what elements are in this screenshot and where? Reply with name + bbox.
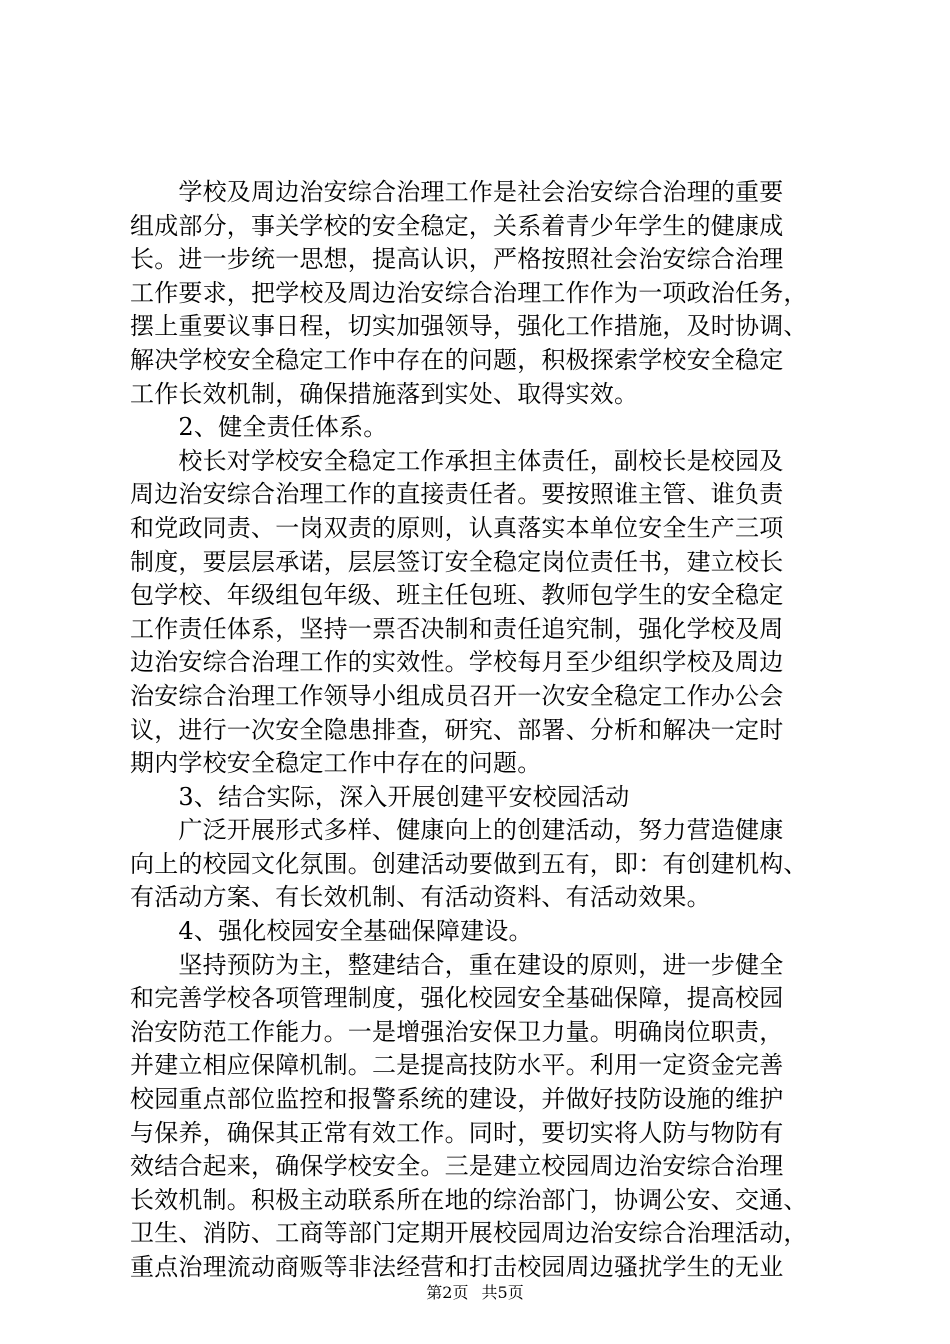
text-line: 摆上重要议事日程，切实加强领导，强化工作措施，及时协调、 (130, 312, 808, 341)
text-line: 有活动方案、有长效机制、有活动资料、有活动效果。 (130, 883, 711, 912)
text-line: 校长对学校安全稳定工作承担主体责任，副校长是校园及 (130, 446, 784, 475)
text-line: 重点治理流动商贩等非法经营和打击校园周边骚扰学生的无业 (130, 1253, 784, 1281)
text-line: 长。进一步统一思想，提高认识，严格按照社会治安综合治理 (130, 245, 784, 274)
text-line: 广泛开展形式多样、健康向上的创建活动，努力营造健康 (130, 816, 784, 845)
text-line: 期内学校安全稳定工作中存在的问题。 (130, 749, 542, 778)
text-line: 组成部分，事关学校的安全稳定，关系着青少年学生的健康成 (130, 211, 784, 240)
text-line: 和党政同责、一岗双责的原则，认真落实本单位安全生产三项 (130, 513, 784, 542)
text-line: 制度，要层层承诺，层层签订安全稳定岗位责任书，建立校长 (130, 547, 784, 576)
text-line: 包学校、年级组包年级、班主任包班、教师包学生的安全稳定 (130, 581, 784, 610)
text-line: 周边治安综合治理工作的直接责任者。要按照谁主管、谁负责 (130, 480, 784, 509)
text-line: 长效机制。积极主动联系所在地的综治部门，协调公安、交通、 (130, 1185, 808, 1214)
body-text (130, 176, 830, 1285)
text-line: 并建立相应保障机制。二是提高技防水平。利用一定资金完善 (130, 1051, 784, 1080)
text-line: 效结合起来，确保学校安全。三是建立校园周边治安综合治理 (130, 1152, 784, 1181)
text-line: 工作要求，把学校及周边治安综合治理工作作为一项政治任务， (130, 278, 808, 307)
page-total: 共5页 (481, 1283, 524, 1302)
text-line: 与保养，确保其正常有效工作。同时，要切实将人防与物防有 (130, 1118, 784, 1147)
page-footer (0, 1283, 950, 1303)
text-line: 向上的校园文化氛围。创建活动要做到五有，即：有创建机构、 (130, 849, 808, 878)
text-line: 治安防范工作能力。一是增强治安保卫力量。明确岗位职责， (130, 1017, 784, 1046)
text-line: 4、强化校园安全基础保障建设。 (130, 917, 533, 946)
text-line: 校园重点部位监控和报警系统的建设，并做好技防设施的维护 (130, 1085, 784, 1114)
text-line: 2、健全责任体系。 (130, 413, 388, 442)
text-line: 工作责任体系，坚持一票否决制和责任追究制，强化学校及周 (130, 614, 784, 643)
page-number: 第2页 (426, 1283, 469, 1302)
text-line: 和完善学校各项管理制度，强化校园安全基础保障，提高校园 (130, 984, 784, 1013)
text-line: 学校及周边治安综合治理工作是社会治安综合治理的重要 (130, 178, 784, 206)
text-line: 卫生、消防、工商等部门定期开展校园周边治安综合治理活动， (130, 1219, 808, 1248)
text-line: 议，进行一次安全隐患排查，研究、部署、分析和解决一定时 (130, 715, 784, 744)
text-line: 坚持预防为主，整建结合，重在建设的原则，进一步健全 (130, 950, 784, 979)
text-line: 工作长效机制，确保措施落到实处、取得实效。 (130, 379, 639, 408)
text-line: 边治安综合治理工作的实效性。学校每月至少组织学校及周边 (130, 648, 784, 677)
text-line: 3、结合实际，深入开展创建平安校园活动 (130, 782, 630, 811)
text-line: 解决学校安全稳定工作中存在的问题，积极探索学校安全稳定 (130, 345, 784, 374)
text-line: 治安综合治理工作领导小组成员召开一次安全稳定工作办公会 (130, 681, 784, 710)
